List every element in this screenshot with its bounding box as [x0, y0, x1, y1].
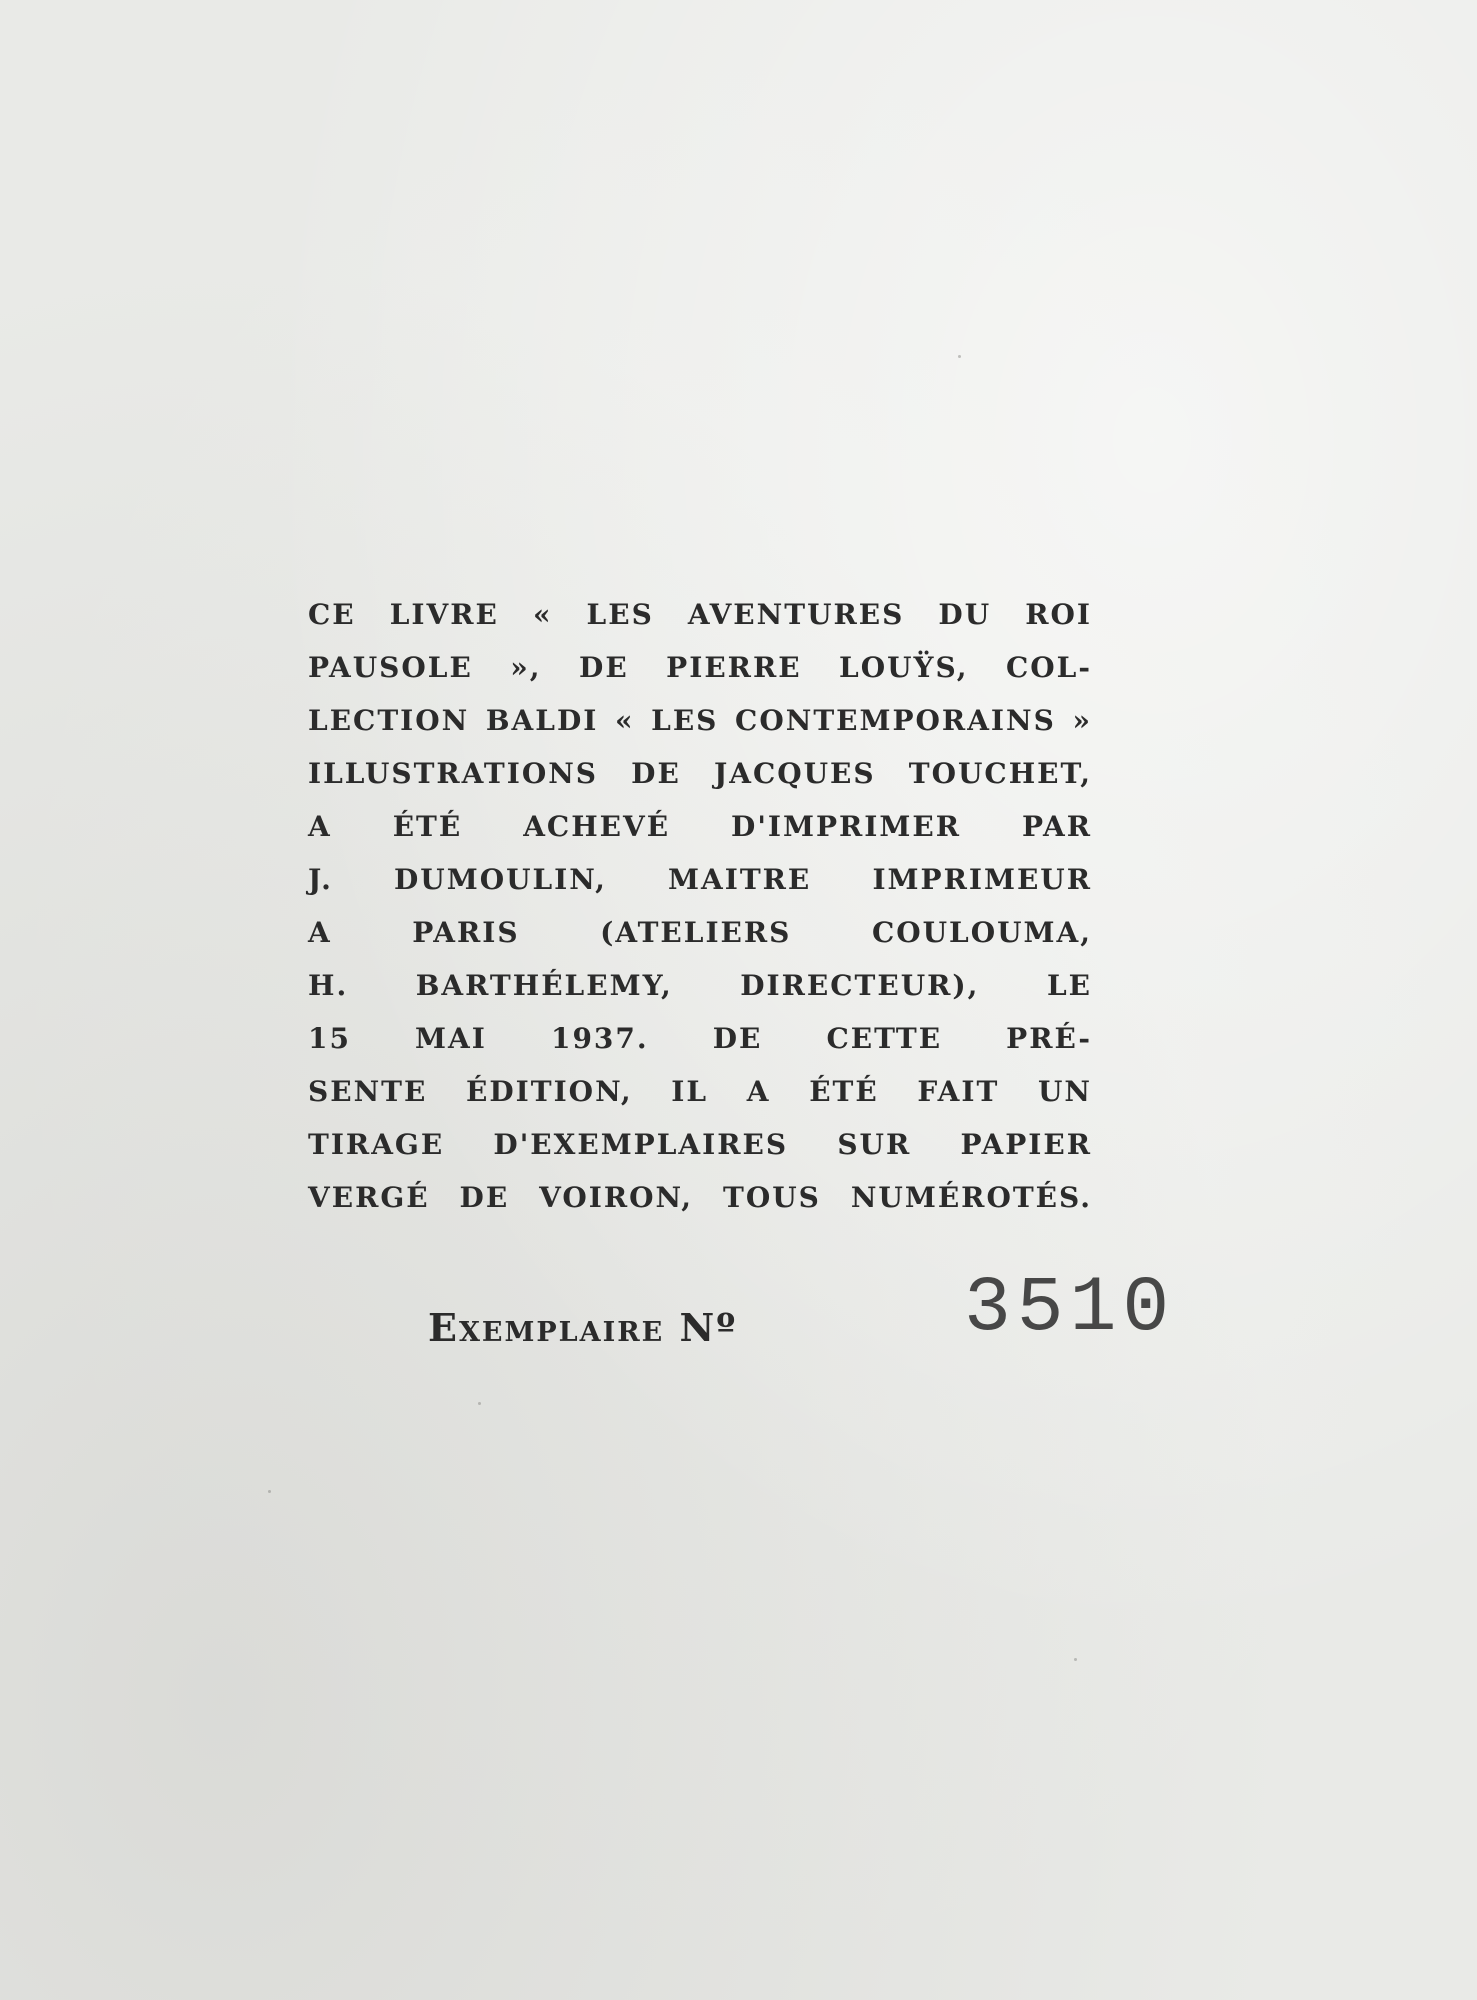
- copy-number-label: Exemplaire Nº: [428, 1305, 738, 1350]
- paper-speck: [268, 1490, 271, 1493]
- paper-speck: [478, 1402, 481, 1405]
- paper-speck: [1074, 1658, 1077, 1661]
- colophon-line-9: 15 MAI 1937. DE CETTE PRÉ-: [308, 1022, 1092, 1055]
- colophon-line-7: A PARIS (ATELIERS COULOUMA,: [308, 916, 1092, 949]
- colophon-line-4: ILLUSTRATIONS DE JACQUES TOUCHET,: [308, 757, 1092, 790]
- colophon-line-2: PAUSOLE », DE PIERRE LOUŸS, COL-: [308, 651, 1092, 684]
- stamped-copy-number: 3510: [964, 1265, 1176, 1353]
- copy-number-row: [428, 1265, 1188, 1355]
- colophon-line-11: TIRAGE D'EXEMPLAIRES SUR PAPIER: [308, 1128, 1092, 1161]
- colophon-text-block: [308, 588, 1092, 1224]
- colophon-line-10: SENTE ÉDITION, IL A ÉTÉ FAIT UN: [308, 1075, 1092, 1108]
- colophon-line-1: CE LIVRE « LES AVENTURES DU ROI: [308, 598, 1092, 631]
- colophon-line-6: J. DUMOULIN, MAITRE IMPRIMEUR: [308, 863, 1092, 896]
- colophon-line-8: H. BARTHÉLEMY, DIRECTEUR), LE: [308, 969, 1092, 1002]
- colophon-line-3: LECTION BALDI « LES CONTEMPORAINS »: [308, 704, 1092, 737]
- colophon-line-12: VERGÉ DE VOIRON, TOUS NUMÉROTÉS.: [308, 1181, 1092, 1214]
- paper-speck: [958, 355, 961, 358]
- colophon-line-5: A ÉTÉ ACHEVÉ D'IMPRIMER PAR: [308, 810, 1092, 843]
